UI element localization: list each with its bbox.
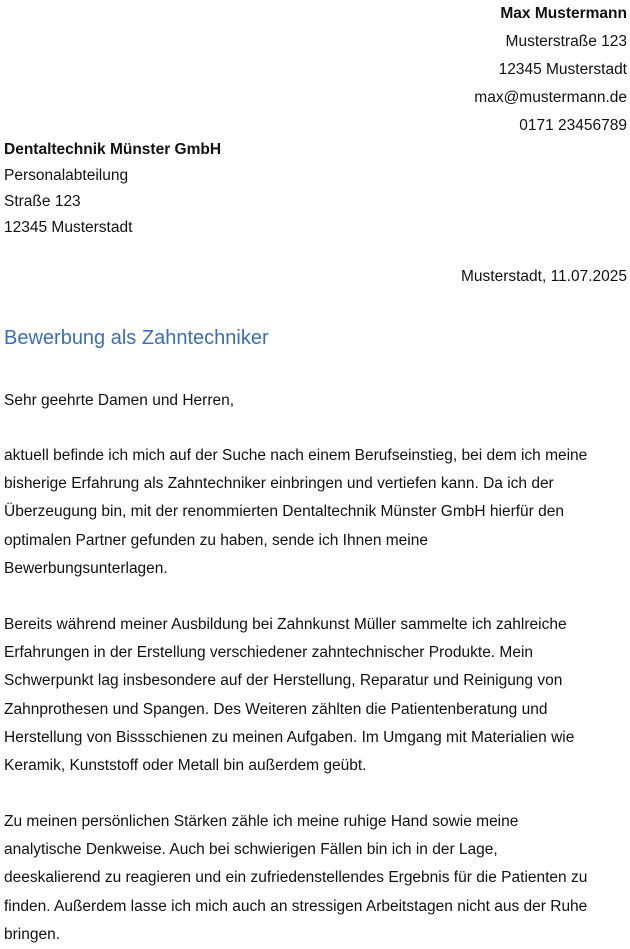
sender-street: Musterstraße 123 xyxy=(505,33,627,50)
paragraph-line: Herstellung von Bissschienen zu meinen Aufgaben. Im Umgang mit Materialien wie xyxy=(4,728,575,746)
paragraph-line: Keramik, Kunststoff oder Metall bin außerdem geübt. xyxy=(4,757,367,775)
paragraph-line: deeskalierend zu reagieren und ein zufriedenstellendes Ergebnis für die Patienten zu xyxy=(4,869,588,887)
body-paragraph-3 xyxy=(4,808,626,949)
paragraph-line: optimalen Partner gefunden zu haben, sende ich Ihnen meine xyxy=(4,531,428,549)
sender-phone: 0171 23456789 xyxy=(519,117,627,134)
sender-city: 12345 Musterstadt xyxy=(498,61,627,78)
sender-name: Max Mustermann xyxy=(500,5,627,22)
recipient-address-block xyxy=(4,137,221,241)
sender-email: max@mustermann.de xyxy=(474,89,627,106)
paragraph-line: bringen. xyxy=(4,925,61,943)
paragraph-line: aktuell befinde ich mich auf der Suche nach einem Berufseinstieg, bei dem ich meine xyxy=(4,447,588,464)
recipient-city: 12345 Musterstadt xyxy=(4,219,133,236)
body-paragraph-1 xyxy=(4,442,626,583)
body-paragraph-2 xyxy=(4,611,626,780)
paragraph-line: Bereits während meiner Ausbildung bei Zahnkunst Müller sammelte ich zahlreiche xyxy=(4,616,567,633)
paragraph-line: Zahnprothesen und Spangen. Des Weiteren zählten die Patientenberatung und xyxy=(4,700,548,718)
paragraph-line: Bewerbungsunterlagen. xyxy=(4,559,168,577)
subject-heading: Bewerbung als Zahntechniker xyxy=(4,327,269,349)
recipient-company: Dentaltechnik Münster GmbH xyxy=(4,141,222,158)
recipient-street: Straße 123 xyxy=(4,193,81,210)
date-line: Musterstadt, 11.07.2025 xyxy=(460,268,627,285)
recipient-department: Personalabteilung xyxy=(4,167,129,184)
paragraph-line: Schwerpunkt lag insbesondere auf der Herstellung, Reparatur und Reinigung von xyxy=(4,672,563,690)
paragraph-line: analytische Denkweise. Auch bei schwierigen Fällen bin ich in der Lage, xyxy=(4,841,498,859)
paragraph-line: Erfahrungen in der Erstellung verschiedener zahntechnischer Produkte. Mein xyxy=(4,644,534,662)
sender-address-block xyxy=(474,0,627,140)
paragraph-line: bisherige Erfahrung als Zahntechniker einbringen und vertiefen kann. Da ich der xyxy=(4,475,554,493)
paragraph-line: Überzeugung bin, mit der renommierten Dentaltechnik Münster GmbH hierfür den xyxy=(4,503,564,521)
paragraph-line: Zu meinen persönlichen Stärken zähle ich meine ruhige Hand sowie meine xyxy=(4,813,519,830)
salutation: Sehr geehrte Damen und Herren, xyxy=(4,392,235,409)
paragraph-line: finden. Außerdem lasse ich mich auch an stressigen Arbeitstagen nicht aus der Ruhe xyxy=(4,897,588,915)
